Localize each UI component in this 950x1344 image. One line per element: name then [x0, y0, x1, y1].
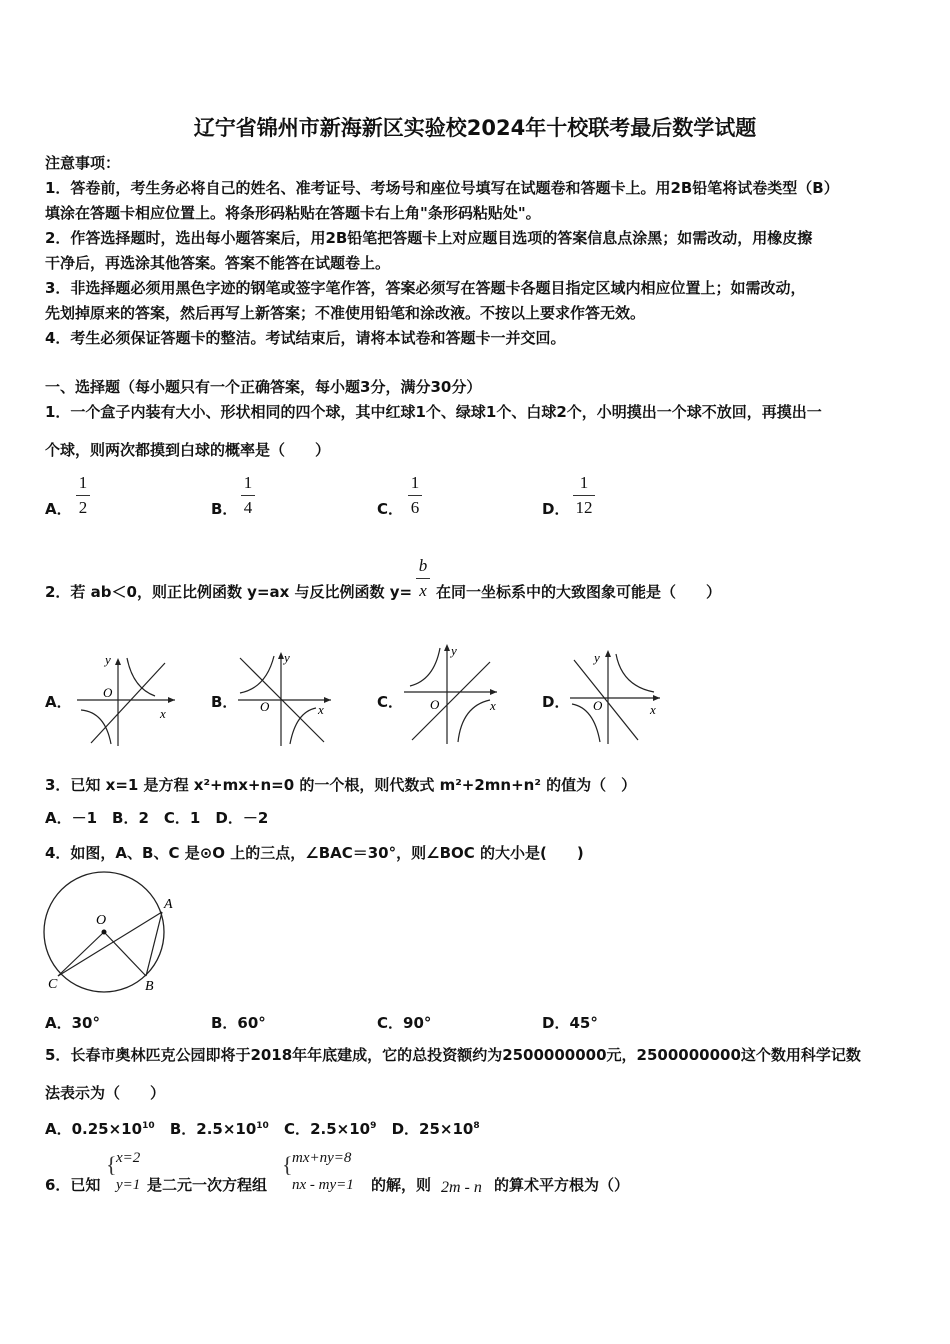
y-axis-label: y [594, 650, 600, 665]
option-label: B． [211, 693, 238, 711]
graph-option-c [402, 642, 512, 748]
system-eq: nx - my=1 [292, 1177, 354, 1193]
question-6-text: 的算术平方根为（） [494, 1176, 630, 1194]
segment-ac [58, 912, 162, 976]
question-2-text: 在同一坐标系中的大致图象可能是（ ） [436, 583, 722, 601]
hyperbola-branch [290, 708, 316, 744]
question-3-text: 3．已知 x=1 是方程 x²+mx+n=0 的一个根，则代数式 m²+2mn+n² 的值为（ ） [45, 776, 637, 794]
system-eq: x=2 [116, 1150, 141, 1166]
y-axis-label: y [105, 652, 111, 667]
notice-line: 干净后，再选涂其他答案。答案不能答在试题卷上。 [45, 254, 391, 272]
system-eq: mx+ny=8 [292, 1150, 352, 1166]
question-6-text: 6．已知 [45, 1176, 101, 1194]
notice-line: 3．非选择题必须用黑色字迹的钢笔或签字笔作答，答案必须写在答题卡各题目指定区域内相应位置上；如需改动， [45, 279, 806, 297]
option-label: B． [211, 500, 238, 518]
x-axis-label: x [160, 706, 166, 721]
fraction: 1 6 [402, 473, 428, 518]
center-point [102, 930, 107, 935]
option: D．45° [542, 1014, 598, 1032]
origin-label: O [430, 697, 440, 712]
origin-label: O [103, 685, 113, 700]
notice-line: 4．考生必须保证答题卡的整洁。考试结束后，请将本试卷和答题卡一并交回。 [45, 329, 566, 347]
notice-heading: 注意事项： [45, 154, 121, 172]
graph-option-d [568, 646, 668, 746]
point-label-c: C [48, 977, 58, 992]
option-label: A． [45, 500, 72, 518]
fraction: b x [410, 556, 436, 601]
x-axis-label: x [490, 698, 496, 713]
question-6-text: 是二元一次方程组 [147, 1176, 268, 1194]
point-label-a: A [164, 897, 173, 912]
segment-oc [58, 932, 104, 976]
x-axis-label: x [650, 702, 656, 717]
section-heading: 一、选择题（每小题只有一个正确答案，每小题3分，满分30分） [45, 378, 482, 396]
option: B．60° [211, 1014, 266, 1032]
question-2-text: 2．若 ab＜0，则正比例函数 y=ax 与反比例函数 y= [45, 583, 413, 601]
option: C．90° [377, 1014, 432, 1032]
option-label: D． [542, 693, 570, 711]
origin-label: O [593, 698, 603, 713]
option-label: D． [542, 500, 570, 518]
line-graph [412, 662, 490, 740]
hyperbola-branch [410, 648, 440, 686]
page-title: 辽宁省锦州市新海新区实验校2024年十校联考最后数学试题 [193, 116, 757, 140]
question-5-text: 5．长春市奥林匹克公园即将于2018年年底建成，它的总投资额约为2500000000元，2500000000这个数用科学记数 [45, 1046, 861, 1064]
notice-line: 填涂在答题卡相应位置上。将条形码粘贴在答题卡右上角"条形码粘贴处"。 [45, 204, 541, 222]
expression: 2m - n [441, 1179, 482, 1196]
point-label-o: O [96, 913, 107, 928]
line-graph [91, 663, 165, 743]
fraction: 1 2 [70, 473, 96, 518]
brace-icon: { [282, 1152, 293, 1177]
graph-option-a [75, 648, 185, 748]
circle-figure [40, 870, 180, 995]
hyperbola-branch [616, 654, 654, 692]
option-label: A． [45, 693, 72, 711]
question-4-text: 4．如图，A、B、C 是⊙O 上的三点，∠BAC＝30°，则∠BOC 的大小是( ) [45, 844, 584, 862]
y-axis-label: y [284, 650, 290, 665]
brace-icon: { [106, 1152, 117, 1177]
option: A．30° [45, 1014, 100, 1032]
system-eq: y=1 [116, 1177, 141, 1193]
question-5-options: A．$0.25\times 10^{10}$ B．$2.5\times 10^{10}$ C．$2.5\times 10^9$ D．$25\times 10^8$ [45, 1120, 480, 1138]
question-3-options: A．－1 B．2 C．1 D．－2 [45, 809, 269, 827]
notice-line: 先划掉原来的答案，然后再写上新答案；不准使用铅笔和涂改液。不按以上要求作答无效。 [45, 304, 646, 322]
point-label-b: B [145, 979, 154, 994]
segment-ob [104, 932, 146, 976]
segment-ab [146, 912, 162, 976]
fraction: 1 12 [571, 473, 597, 518]
hyperbola-branch [127, 658, 155, 696]
hyperbola-branch [458, 700, 490, 742]
notice-line: 2．作答选择题时，选出每小题答案后，用2B铅笔把答题卡上对应题目选项的答案信息点涂黑；如需改动，用橡皮擦 [45, 229, 813, 247]
line-graph [574, 660, 638, 740]
question-6-text: 的解，则 [371, 1176, 432, 1194]
fraction: 1 4 [235, 473, 261, 518]
graph-option-b [236, 648, 346, 748]
y-axis-label: y [451, 643, 457, 658]
option-label: C． [377, 500, 404, 518]
question-1-text: 个球，则两次都摸到白球的概率是（ ） [45, 441, 331, 459]
origin-label: O [260, 699, 270, 714]
question-1-text: 1．一个盒子内装有大小、形状相同的四个球，其中红球1个、绿球1个、白球2个，小明摸出一个球不放回，再摸出一 [45, 403, 822, 421]
notice-line: 1．答卷前，考生务必将自己的姓名、准考证号、考场号和座位号填写在试题卷和答题卡上。用2B铅笔将试卷类型（B） [45, 179, 839, 197]
x-axis-label: x [318, 702, 324, 717]
option-label: C． [377, 693, 404, 711]
question-5-text: 法表示为（ ） [45, 1084, 166, 1102]
